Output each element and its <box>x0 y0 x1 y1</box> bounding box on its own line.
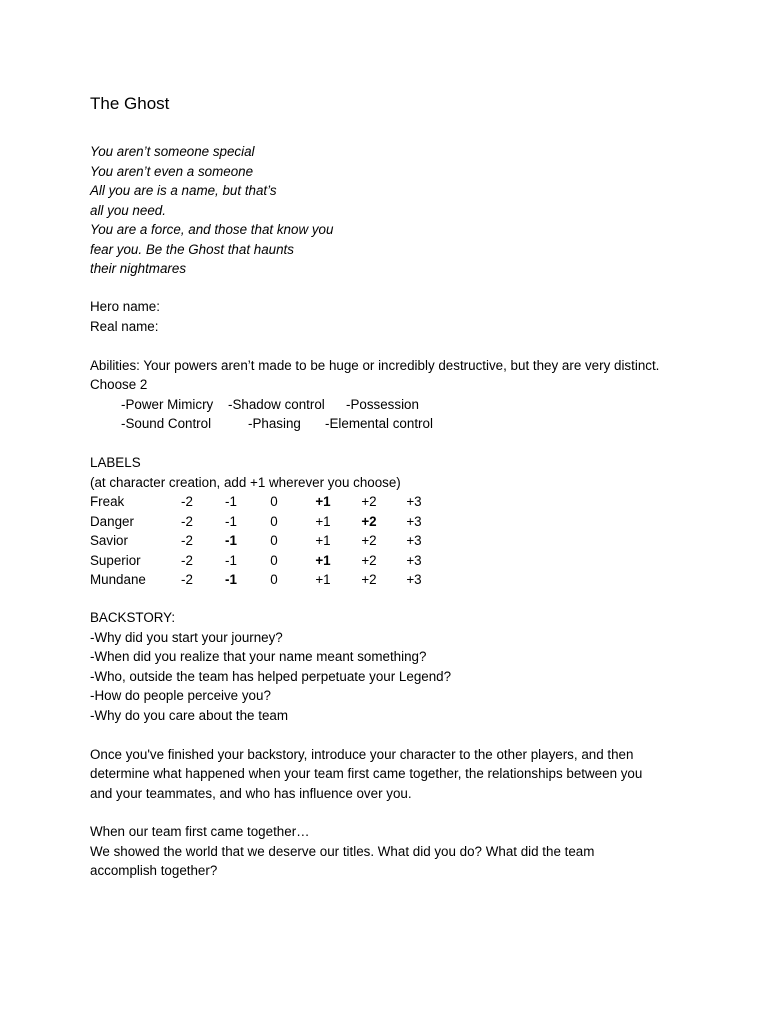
poem-line: You aren’t even a someone <box>90 163 254 179</box>
label-value: -2 <box>181 572 193 587</box>
ability-item: -Elemental control <box>325 416 433 431</box>
label-value: +2 <box>361 572 377 587</box>
label-value: +1 <box>315 513 331 529</box>
label-name: Superior <box>90 552 141 568</box>
label-value: +3 <box>406 572 422 587</box>
label-value: +2 <box>361 533 377 548</box>
poem-line: all you need. <box>90 202 166 218</box>
label-value: -2 <box>181 494 193 509</box>
label-value: +3 <box>406 513 422 529</box>
paragraph-line: Once you've finished your backstory, introduce your character to the other players, and then <box>90 746 634 762</box>
abilities-intro: Abilities: Your powers aren’t made to be huge or incredibly destructive, but they are very distinct. <box>90 357 660 373</box>
abilities-row <box>90 414 690 434</box>
poem-line: All you are is a name, but that’s <box>90 183 277 198</box>
label-value: -2 <box>181 513 193 529</box>
team-together-heading: When our team first came together… <box>90 824 310 839</box>
ability-item: -Sound Control <box>121 416 212 431</box>
label-row <box>90 492 490 512</box>
label-row <box>90 570 490 590</box>
label-value: +1 <box>315 533 331 548</box>
label-value: -1 <box>225 552 237 568</box>
label-name: Mundane <box>90 572 146 587</box>
label-name: Danger <box>90 513 134 529</box>
backstory-question: -Why did you start your journey? <box>90 629 283 645</box>
poem-line: their nightmares <box>90 261 187 276</box>
label-value: +3 <box>406 533 422 548</box>
label-value: +3 <box>406 494 422 509</box>
ability-item: -Power Mimicry <box>121 396 214 412</box>
paragraph-line: We showed the world that we deserve our titles. What did you do? What did the team <box>90 843 595 859</box>
paragraph-line: and your teammates, and who has influence over you. <box>90 785 412 801</box>
label-value: -2 <box>181 552 193 568</box>
page-title: The Ghost <box>90 94 170 113</box>
label-value: +2 <box>361 552 377 568</box>
label-name: Savior <box>90 533 128 548</box>
backstory-question: -When did you realize that your name meant something? <box>90 649 427 664</box>
label-value-selected: +2 <box>361 513 377 529</box>
label-value: +2 <box>361 494 377 509</box>
label-value: 0 <box>270 533 278 548</box>
backstory-heading: BACKSTORY: <box>90 610 176 625</box>
ability-item: -Shadow control <box>228 396 325 412</box>
label-value: -1 <box>225 494 237 509</box>
poem-line: You are a force, and those that know you <box>90 222 334 237</box>
label-value: 0 <box>270 494 278 509</box>
label-row <box>90 512 490 532</box>
label-value-selected: -1 <box>225 572 237 587</box>
abilities-choose: Choose 2 <box>90 377 148 392</box>
label-name: Freak <box>90 494 125 509</box>
real-name-field: Real name: <box>90 318 159 334</box>
ability-item: -Phasing <box>248 416 301 431</box>
label-row <box>90 531 490 551</box>
poem-line: You aren’t someone special <box>90 144 255 159</box>
ability-item: -Possession <box>346 396 419 412</box>
label-value: +3 <box>406 552 422 568</box>
label-value: 0 <box>270 572 278 587</box>
paragraph-line: accomplish together? <box>90 863 218 878</box>
poem-line: fear you. Be the Ghost that haunts <box>90 241 294 257</box>
label-value-selected: -1 <box>225 533 237 548</box>
backstory-question: -Why do you care about the team <box>90 707 288 723</box>
label-value: -1 <box>225 513 237 529</box>
label-value: 0 <box>270 513 278 529</box>
labels-heading: LABELS <box>90 455 141 470</box>
label-value-selected: +1 <box>315 552 331 568</box>
label-value: +1 <box>315 572 331 587</box>
abilities-row <box>90 395 690 415</box>
label-value: 0 <box>270 552 278 568</box>
backstory-question: -Who, outside the team has helped perpetuate your Legend? <box>90 668 452 684</box>
label-row <box>90 551 490 571</box>
backstory-question: -How do people perceive you? <box>90 688 271 703</box>
labels-note: (at character creation, add +1 wherever you choose) <box>90 474 401 490</box>
paragraph-line: determine what happened when your team first came together, the relationships between you <box>90 766 643 781</box>
label-value: -2 <box>181 533 193 548</box>
hero-name-field: Hero name: <box>90 299 160 314</box>
label-value-selected: +1 <box>315 494 331 509</box>
